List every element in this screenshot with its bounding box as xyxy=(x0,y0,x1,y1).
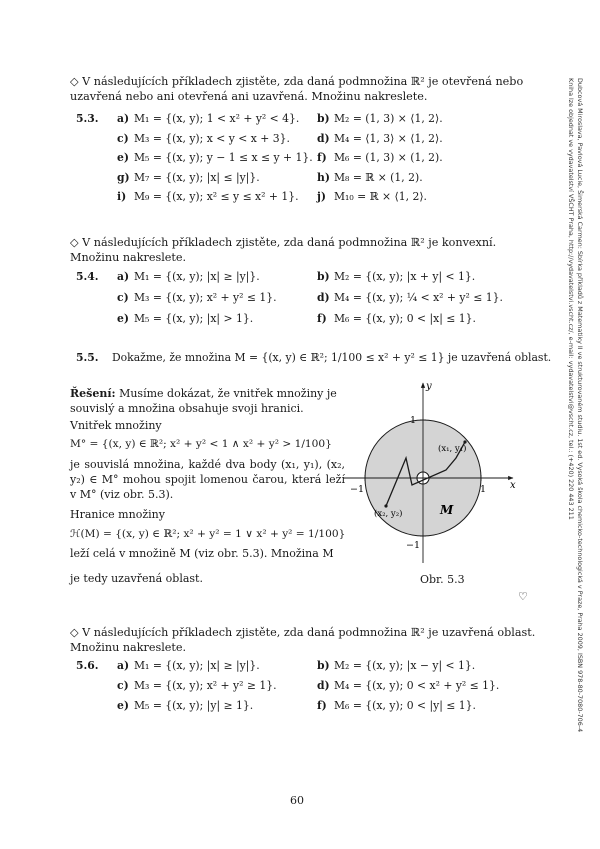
section-5-3-intro: ◇ V následujících příkladech zjistěte, zda daná podmnožina ℝ² je otevřená nebo uzavřená nebo ani otevřená ani uzavřená. Množinu nakreslete. xyxy=(70,75,524,103)
problem-number-5-6: 5.6. xyxy=(76,659,99,672)
problem-number-5-5: 5.5. xyxy=(76,351,99,364)
boundary-text: leží celá v množině M (viz obr. 5.3). Množina M xyxy=(70,547,334,560)
item-formula: M₆ = {(x, y); 0 < |x| ≤ 1}. xyxy=(334,312,476,325)
item-label: c) xyxy=(117,679,129,692)
item-formula: M₁ = {(x, y); |x| ≥ |y|}. xyxy=(134,659,260,672)
set-label-M: M xyxy=(440,503,454,517)
section-5-4-intro: ◇ V následujících příkladech zjistěte, zda daná podmnožina ℝ² je konvexní. Množinu nakreslete. xyxy=(70,236,497,264)
item-formula: M₁ = {(x, y); |x| ≥ |y|}. xyxy=(134,270,260,283)
item-formula: M₉ = {(x, y); x² ≤ y ≤ x² + 1}. xyxy=(134,190,299,203)
x-axis-label: x xyxy=(510,480,516,491)
page-number: 60 xyxy=(290,794,304,807)
item-label: e) xyxy=(117,312,129,325)
tick-label-y-1: 1 xyxy=(410,415,417,426)
end-of-solution-symbol: ♡ xyxy=(518,590,528,603)
tick-label-x-1: 1 xyxy=(480,484,487,495)
item-formula: M₈ = ℝ × (1, 2). xyxy=(334,170,423,184)
item-formula: M₁ = {(x, y); 1 < x² + y² < 4}. xyxy=(134,112,300,125)
interior-title: Vnitřek množiny xyxy=(70,419,162,432)
item-label: i) xyxy=(117,190,127,203)
item-label: e) xyxy=(117,151,129,164)
item-formula: M₂ = (1, 3) × ⟨1, 2⟩. xyxy=(334,112,443,125)
point-2-label: (x₂, y₂) xyxy=(374,509,403,519)
item-formula: M₃ = {(x, y); x² + y² ≤ 1}. xyxy=(134,291,277,304)
item-formula: M₇ = {(x, y); |x| ≤ |y|}. xyxy=(134,170,260,184)
point-1-label: (x₁, y₁) xyxy=(438,444,467,454)
item-formula: M₂ = {(x, y); |x − y| < 1}. xyxy=(334,659,476,672)
item-label: d) xyxy=(317,131,330,145)
item-label: f) xyxy=(317,699,327,712)
point-2 xyxy=(384,504,387,507)
item-label: b) xyxy=(317,659,330,672)
problem-5-5-statement: Dokažme, že množina M = {(x, y) ∈ ℝ²; 1/100 ≤ x² + y² ≤ 1} je uzavřená oblast. xyxy=(112,351,552,364)
item-label: c) xyxy=(117,131,129,145)
interior-formula: M° = {(x, y) ∈ ℝ²; x² + y² < 1 ∧ x² + y² > 1/100} xyxy=(70,438,332,450)
item-label: a) xyxy=(117,112,130,125)
tick-label-x-minus-1: −1 xyxy=(350,484,365,495)
citation-text xyxy=(566,78,584,733)
citation-line-1: Dubcová Miroslava, Pavlová Lucie, Šimerská Carmen: Sbírka příkladů z Matematiky II ve strukturovaném studiu. 1st ed. Vysoká škola chemicko-technologická v Praze, Praha 2009, ISBN 978-80-7080-706-4 xyxy=(576,78,584,733)
interior-text: je souvislá množina, každé dva body (x₁, y₁), (x₂, y₂) ∈ M° mohou spojit lomenou čarou, která leží v M° (viz obr. 5.3). xyxy=(70,458,345,501)
figure-caption: Obr. 5.3 xyxy=(420,573,465,586)
item-formula: M₅ = {(x, y); |x| > 1}. xyxy=(134,312,254,325)
item-formula: M₄ = {(x, y); ¼ < x² + y² ≤ 1}. xyxy=(334,291,503,304)
item-label: d) xyxy=(317,679,330,692)
item-formula: M₆ = {(x, y); 0 < |y| ≤ 1}. xyxy=(334,699,476,712)
item-formula: M₃ = {(x, y); x² + y² ≥ 1}. xyxy=(134,679,277,692)
solution-conclusion: je tedy uzavřená oblast. xyxy=(70,572,203,585)
item-label: h) xyxy=(317,170,330,184)
item-label: j) xyxy=(317,190,327,203)
tick-label-y-minus-1: −1 xyxy=(406,540,421,551)
solution-intro-text: Musíme dokázat, že vnitřek množiny je souvislý a množina obsahuje svoji hranici. xyxy=(70,387,337,415)
item-label: f) xyxy=(317,151,327,164)
item-label: a) xyxy=(117,270,130,283)
item-label: c) xyxy=(117,291,129,304)
citation-line-2: Kniha lze objednat ve vydavatelství VŠCHT Praha, http://vydavatelstvi.vscht.cz/, e-mail: vydavatelstvi@vscht.cz, tel.: (+420) 220 443 211 xyxy=(567,78,575,520)
item-formula: M₅ = {(x, y); |y| ≥ 1}. xyxy=(134,699,254,712)
item-label: e) xyxy=(117,699,129,712)
problem-number-5-3: 5.3. xyxy=(76,112,99,125)
figure-5-3 xyxy=(338,378,528,568)
item-label: b) xyxy=(317,270,330,283)
y-axis-label: y xyxy=(426,381,432,392)
item-formula: M₄ = {(x, y); 0 < x² + y² ≤ 1}. xyxy=(334,679,500,692)
item-formula: M₆ = (1, 3) × (1, 2). xyxy=(334,151,443,164)
boundary-formula: ℋ(M) = {(x, y) ∈ ℝ²; x² + y² = 1 ∨ x² + y² = 1/100} xyxy=(70,528,346,540)
boundary-title: Hranice množiny xyxy=(70,508,165,521)
item-label: d) xyxy=(317,291,330,304)
item-label: f) xyxy=(317,312,327,325)
section-5-6-intro: ◇ V následujících příkladech zjistěte, zda daná podmnožina ℝ² je uzavřená oblast. Množinu nakreslete. xyxy=(70,626,536,654)
item-formula: M₅ = {(x, y); y − 1 ≤ x ≤ y + 1}. xyxy=(134,151,313,164)
item-label: g) xyxy=(117,170,130,184)
solution-intro xyxy=(70,386,345,416)
item-formula: M₄ = ⟨1, 3⟩ × ⟨1, 2⟩. xyxy=(334,131,443,145)
item-formula: M₂ = {(x, y); |x + y| < 1}. xyxy=(334,270,476,283)
item-formula: M₁₀ = ℝ × ⟨1, 2⟩. xyxy=(334,190,427,203)
item-label: a) xyxy=(117,659,130,672)
item-label: b) xyxy=(317,112,330,125)
citation-sidebar xyxy=(562,78,592,733)
problem-number-5-4: 5.4. xyxy=(76,270,99,283)
solution-label: Řešení: xyxy=(70,387,116,400)
item-formula: M₃ = {(x, y); x < y < x + 3}. xyxy=(134,131,290,145)
